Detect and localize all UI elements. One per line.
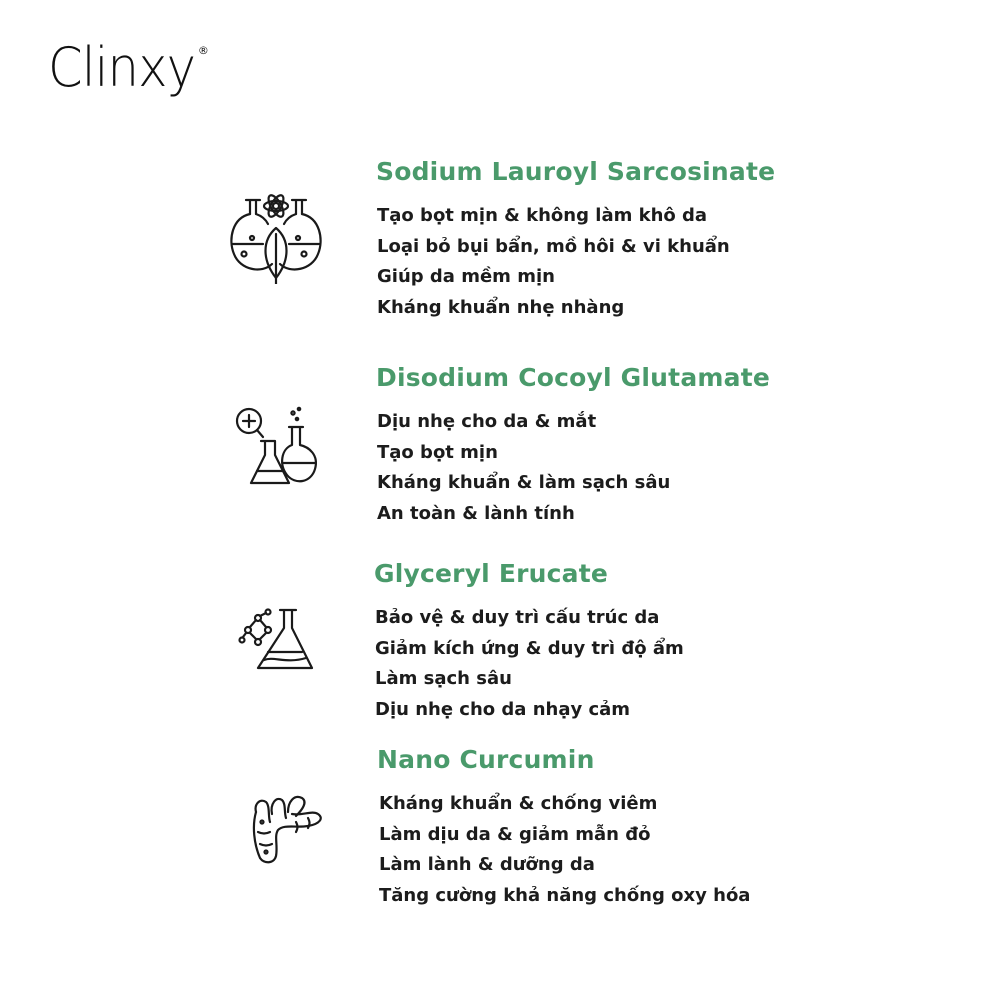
benefit-item: Bảo vệ & duy trì cấu trúc da [375,607,660,628]
turmeric-root-icon [248,792,324,864]
benefit-item: Giúp da mềm mịn [377,266,555,288]
benefit-item: Làm lành & dưỡng da [379,854,595,876]
benefit-list [375,603,684,726]
molecule-flask-icon [238,606,314,672]
benefit-item: Tăng cường khả năng chống oxy hóa [379,885,751,907]
benefit-item: Loại bỏ bụi bẩn, mồ hôi & vi khuẩn [377,235,730,257]
benefit-list [379,789,750,912]
benefit-item: Giảm kích ứng & duy trì độ ẩm [375,637,684,659]
benefit-item: Dịu nhẹ cho da nhạy cảm [375,699,631,721]
registered-mark: ® [197,44,209,57]
ingredient-title: Disodium Cocoyl Glutamate [376,363,771,392]
flask-leaf-atom-icon [226,188,326,284]
ingredient-title: Sodium Lauroyl Sarcosinate [376,157,776,186]
benefit-item: Làm sạch sâu [375,668,512,690]
benefit-item: Kháng khuẩn & chống viêm [379,793,658,814]
benefit-list [377,407,670,530]
benefit-item: Tạo bọt mịn [377,441,498,463]
benefit-item: Dịu nhẹ cho da & mắt [377,411,597,432]
benefit-item: Kháng khuẩn nhẹ nhàng [377,297,625,319]
benefit-item: An toàn & lành tính [377,503,575,525]
brand-name: Clinxy [48,36,196,99]
benefit-list [377,201,730,324]
brand-logo [48,38,209,98]
benefit-item: Tạo bọt mịn & không làm khô da [377,205,708,226]
ingredient-title: Glyceryl Erucate [374,559,609,588]
benefit-item: Kháng khuẩn & làm sạch sâu [377,472,671,494]
lab-flasks-plus-icon [233,405,319,489]
ingredient-title: Nano Curcumin [377,745,595,774]
benefit-item: Làm dịu da & giảm mẫn đỏ [379,823,651,845]
